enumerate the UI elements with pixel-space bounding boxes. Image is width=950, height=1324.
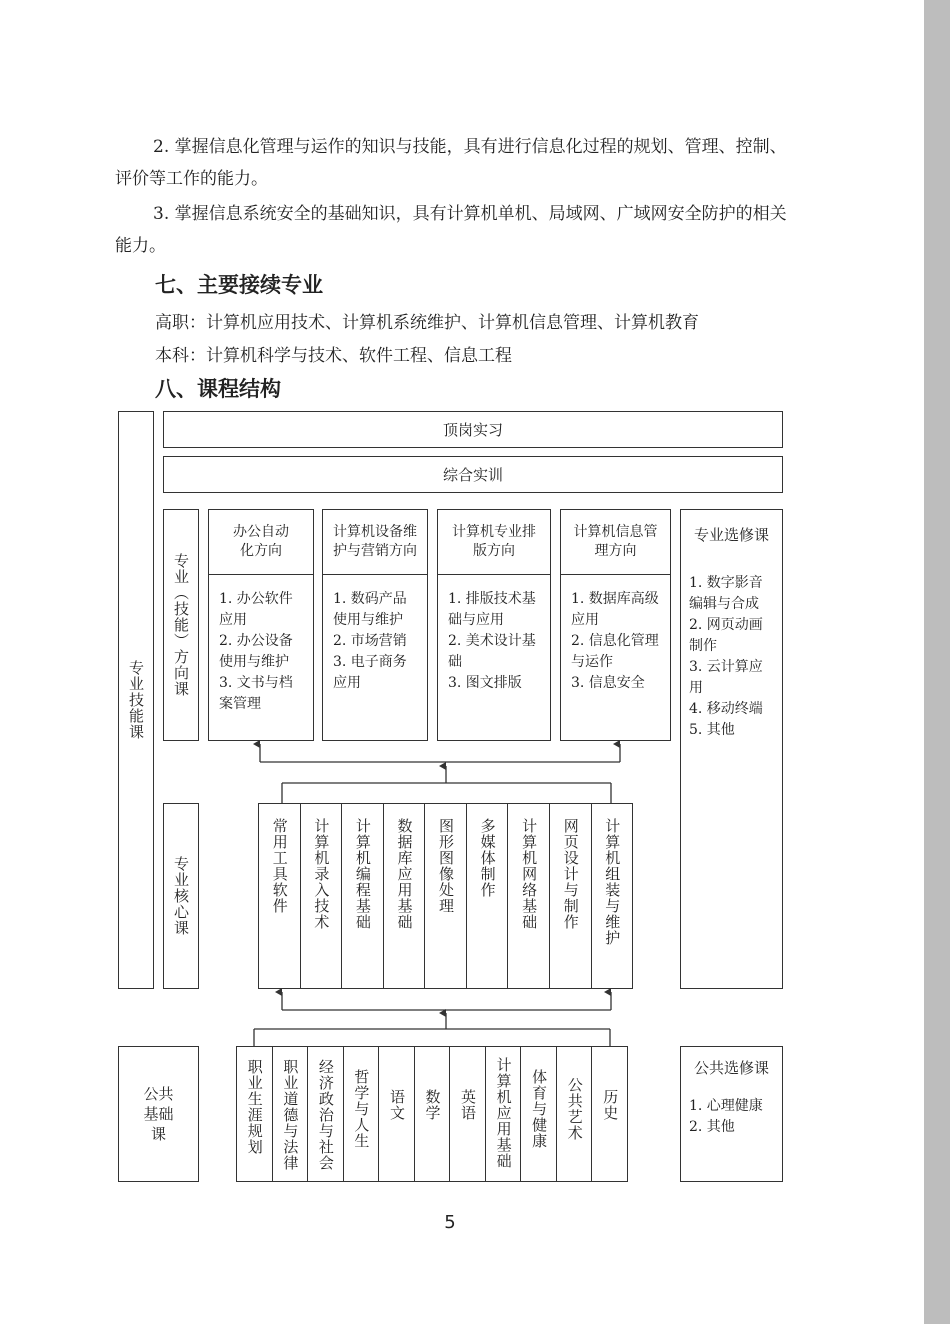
public-course-cell: 职业道德与法律	[273, 1047, 309, 1181]
skills-course-label: 专业技能课	[127, 660, 145, 740]
direction-item: 1. 办公软件应用	[219, 591, 293, 628]
direction-title-2: 计算机设备维护与营销方向	[333, 524, 417, 559]
direction-item: 3. 图文排版	[448, 675, 522, 691]
direction-item: 2. 市场营销	[333, 633, 407, 649]
benke-line: 本科：计算机科学与技术、软件工程、信息工程	[155, 346, 512, 366]
public-elective-item: 1. 心理健康	[689, 1098, 763, 1114]
core-course-label: 专业核心课	[172, 856, 190, 936]
core-course-cell: 计算机网络基础	[508, 804, 550, 988]
gaozhi-line: 高职：计算机应用技术、计算机系统维护、计算机信息管理、计算机教育	[155, 313, 699, 333]
core-course-cell: 计算机编程基础	[342, 804, 384, 988]
elective-item: 5. 其他	[689, 722, 735, 738]
direction-item: 3. 电子商务应用	[333, 654, 407, 691]
page-number: 5	[444, 1212, 456, 1233]
direction-title-4: 计算机信息管理方向	[573, 524, 658, 559]
core-course-cell: 图形图像处理	[425, 804, 467, 988]
section-8-heading: 八、课程结构	[155, 377, 281, 401]
core-course-cell: 计算机组装与维护	[603, 818, 622, 946]
direction-item: 1. 数码产品使用与维护	[333, 591, 407, 628]
public-course-cell: 语文	[379, 1047, 415, 1181]
public-course-label: 公共基础课	[143, 1085, 174, 1143]
elective-item: 2. 网页动画制作	[689, 617, 763, 654]
direction-item: 2. 美术设计基础	[448, 633, 536, 670]
core-course-cell: 计算机录入技术	[301, 804, 343, 988]
training-label: 综合实训	[442, 466, 503, 484]
elective-item: 1. 数字影音编辑与合成	[689, 575, 763, 612]
public-course-cell: 计算机应用基础	[486, 1047, 522, 1181]
public-course-cell: 数学	[415, 1047, 451, 1181]
core-course-cell: 数据库应用基础	[384, 804, 426, 988]
direction-item: 2. 办公设备使用与维护	[219, 633, 293, 670]
public-course-cell: 经济政治与社会	[308, 1047, 344, 1181]
direction-item: 3. 文书与档案管理	[219, 675, 293, 712]
public-course-cell: 体育与健康	[521, 1047, 557, 1181]
public-course-cell: 历史	[601, 1089, 620, 1121]
core-course-cell: 多媒体制作	[467, 804, 509, 988]
core-course-cell: 常用工具软件	[259, 804, 301, 988]
public-elective-title: 公共选修课	[693, 1059, 769, 1077]
direction-item: 3. 信息安全	[571, 675, 645, 691]
public-course-cell: 哲学与人生	[344, 1047, 380, 1181]
paragraph-1: 2. 掌握信息化管理与运作的知识与技能，具有进行信息化过程的规划、管理、控制、评价等工作的能力。	[115, 137, 787, 189]
public-elective-item: 2. 其他	[689, 1119, 735, 1135]
elective-title: 专业选修课	[693, 526, 769, 544]
section-7-heading: 七、主要接续专业	[155, 273, 323, 297]
public-course-cell: 职业生涯规划	[237, 1047, 273, 1181]
paragraph-2: 3. 掌握信息系统安全的基础知识，具有计算机单机、局域网、广域网安全防护的相关能力。	[115, 204, 787, 256]
direction-title-1: 办公自动化方向	[233, 524, 289, 559]
direction-item: 2. 信息化管理与运作	[571, 633, 659, 670]
elective-item: 4. 移动终端	[689, 701, 763, 717]
public-course-cell: 英语	[450, 1047, 486, 1181]
public-course-cell: 公共艺术	[557, 1047, 593, 1181]
direction-item: 1. 数据库高级应用	[571, 591, 659, 628]
direction-course-label: 专业（技能）方向课	[172, 553, 190, 697]
core-course-cell: 网页设计与制作	[550, 804, 592, 988]
direction-title-3: 计算机专业排版方向	[452, 524, 536, 559]
elective-item: 3. 云计算应用	[689, 659, 763, 696]
internship-label: 顶岗实习	[442, 421, 503, 439]
direction-item: 1. 排版技术基础与应用	[448, 591, 536, 628]
